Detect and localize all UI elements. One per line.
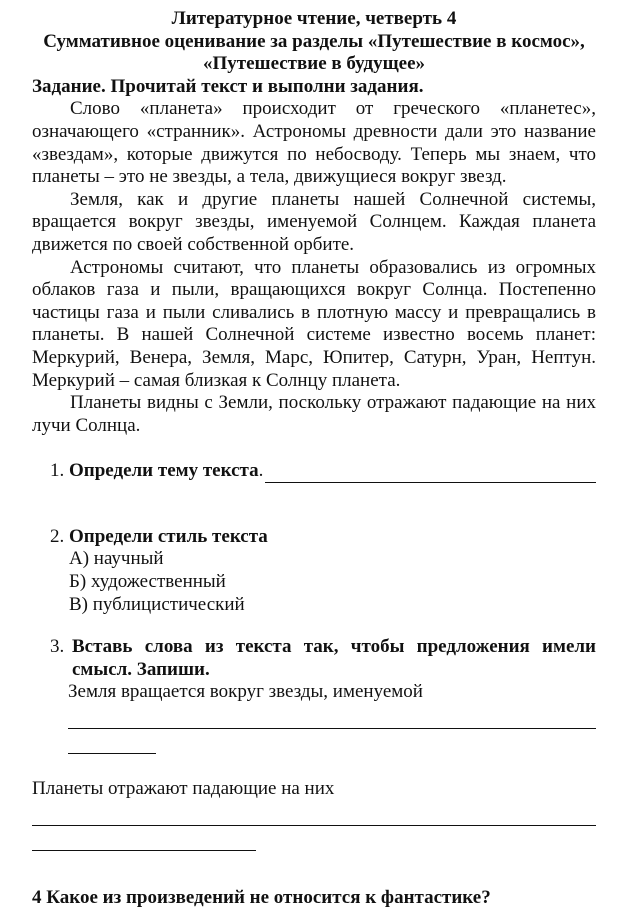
question-3 — [32, 636, 596, 754]
text-paragraph-3: Астрономы считают, что планеты образовались из огромных облаков газа и пыли, вращающихся вокруг Солнца. Постепенно частицы газа и пыли сливались в плотную массу и превращались в планеты. В нашей Солнечной системе известно восемь планет: Меркурий, Венера, Земля, Марс, Юпитер, Сатурн, Уран, Нептун. Меркурий – самая близкая к Солнцу планета. — [32, 256, 596, 391]
question-3-number: 3. — [50, 636, 65, 658]
question-2-heading — [50, 526, 596, 549]
question-3-sentence-2: Планеты отражают падающие на них — [32, 778, 335, 800]
header-line-2: Суммативное оценивание за разделы «Путешествие в космос», — [43, 30, 585, 52]
text-paragraph-2: Земля, как и другие планеты нашей Солнечной системы, вращается вокруг звезды, именуемой Солнцем. Каждая планета движется по своей собственной орбите. — [32, 188, 596, 255]
option-a[interactable]: А) научный — [69, 548, 164, 570]
question-1-number: 1. — [50, 460, 65, 482]
question-1 — [32, 460, 596, 483]
text-paragraph-4: Планеты видны с Земли, поскольку отражают падающие на них лучи Солнца. — [32, 392, 596, 436]
task-label: Задание. Прочитай текст и выполни задания. — [32, 75, 424, 97]
question-2 — [32, 526, 596, 616]
question-3-text: Вставь слова из текста так, чтобы предложения имели смысл. Запиши. — [72, 636, 596, 680]
header-line-3: «Путешествие в будущее» — [202, 53, 426, 75]
worksheet-header — [32, 8, 596, 76]
question-1-answer-line[interactable] — [265, 464, 596, 483]
text-paragraph-1: Слово «планета» происходит от греческого «планетес», означающего «странник». Астрономы древности дали это название «звездам», которые движутся по небосводу. Теперь мы знаем, что планеты – это не звезды, а тела, движущиеся вокруг звезд. — [32, 98, 596, 188]
option-c[interactable]: В) публицистический — [69, 593, 245, 615]
question-3-answer-line-2b[interactable] — [32, 830, 256, 851]
question-3-answer-line-2[interactable] — [32, 805, 596, 826]
worksheet — [32, 8, 596, 908]
question-1-tail: . — [258, 460, 264, 482]
question-4-text: 4 Какое из произведений не относится к фантастике? — [32, 887, 491, 908]
option-b[interactable]: Б) художественный — [69, 571, 226, 593]
question-3-sentence-1: Земля вращается вокруг звезды, именуемой — [68, 681, 423, 703]
question-3-answer-line-1[interactable] — [68, 708, 596, 729]
question-2-number: 2. — [50, 525, 65, 547]
header-line-1: Литературное чтение, четверть 4 — [171, 8, 457, 29]
question-1-text: Определи тему текста — [69, 460, 259, 482]
question-2-options — [50, 548, 596, 616]
question-3-answer-line-1b[interactable] — [68, 733, 156, 754]
question-2-text: Определи стиль текста — [69, 525, 268, 547]
